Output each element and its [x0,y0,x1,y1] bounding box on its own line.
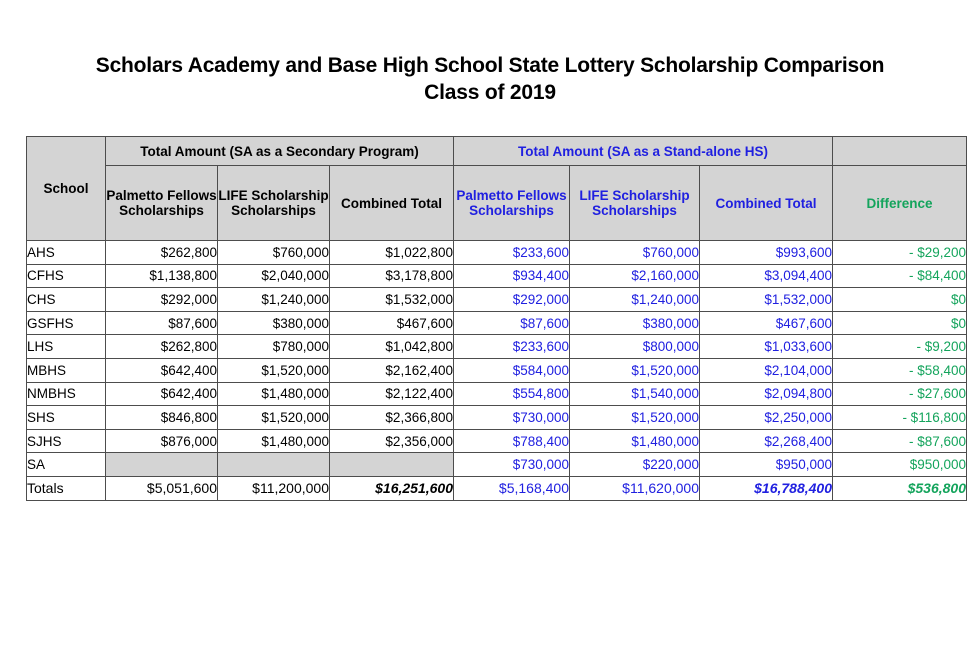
school-name-cell: CHS [27,288,106,312]
cell-sa-combined: $467,600 [700,311,833,335]
cell-sec-palmetto: $262,800 [106,335,218,359]
cell-sa-life: $1,240,000 [570,288,700,312]
cell-difference: - $116,800 [833,406,967,430]
cell-sa-palmetto: $233,600 [454,241,570,265]
cell-sa-combined: $16,788,400 [700,476,833,500]
table-row [27,311,967,335]
cell-difference: - $9,200 [833,335,967,359]
cell-sa-palmetto: $788,400 [454,429,570,453]
cell-sa-combined: $1,033,600 [700,335,833,359]
cell-sa-combined: $2,250,000 [700,406,833,430]
header-school: School [27,137,106,241]
cell-difference: $950,000 [833,453,967,477]
table-row [27,264,967,288]
cell-sec-palmetto: $87,600 [106,311,218,335]
cell-sec-palmetto: $1,138,800 [106,264,218,288]
cell-sec-life: $1,520,000 [218,406,330,430]
cell-sa-life: $2,160,000 [570,264,700,288]
cell-sa-palmetto: $934,400 [454,264,570,288]
table-header [27,137,967,241]
cell-sec-combined: $1,532,000 [330,288,454,312]
table-body [27,241,967,501]
cell-difference: - $87,600 [833,429,967,453]
cell-sa-palmetto: $584,000 [454,358,570,382]
cell-sec-combined: $467,600 [330,311,454,335]
school-name-cell: SJHS [27,429,106,453]
cell-sec-combined: $2,122,400 [330,382,454,406]
cell-sa-life: $1,520,000 [570,406,700,430]
cell-difference: $0 [833,311,967,335]
cell-sec-combined: $2,162,400 [330,358,454,382]
school-name-cell: SHS [27,406,106,430]
school-name-cell: SA [27,453,106,477]
school-name-cell: MBHS [27,358,106,382]
cell-difference: $0 [833,288,967,312]
cell-difference: - $58,400 [833,358,967,382]
cell-sa-palmetto: $233,600 [454,335,570,359]
header-row-subcolumns [27,166,967,241]
cell-sa-life: $1,480,000 [570,429,700,453]
cell-sec-palmetto: $642,400 [106,382,218,406]
cell-difference: $536,800 [833,476,967,500]
cell-sa-life: $380,000 [570,311,700,335]
cell-sa-combined: $993,600 [700,241,833,265]
cell-sec-combined: $2,356,000 [330,429,454,453]
cell-sa-combined: $1,532,000 [700,288,833,312]
cell-sa-life: $1,520,000 [570,358,700,382]
cell-sa-life: $800,000 [570,335,700,359]
cell-sa-palmetto: $87,600 [454,311,570,335]
school-name-cell: Totals [27,476,106,500]
cell-difference: - $27,600 [833,382,967,406]
cell-sec-life: $1,480,000 [218,429,330,453]
cell-sa-palmetto: $730,000 [454,406,570,430]
cell-sec-palmetto: $846,800 [106,406,218,430]
header-standalone-palmetto: Palmetto Fellows Scholarships [454,166,570,241]
table-row [27,288,967,312]
cell-sa-life: $11,620,000 [570,476,700,500]
cell-sec-palmetto: $292,000 [106,288,218,312]
header-row-groups [27,137,967,166]
school-name-cell: GSFHS [27,311,106,335]
table-row [27,406,967,430]
table-row [27,382,967,406]
cell-sa-combined: $2,268,400 [700,429,833,453]
cell-sec-life: $780,000 [218,335,330,359]
cell-sec-palmetto: $262,800 [106,241,218,265]
header-secondary-life: LIFE Scholarship Scholarships [218,166,330,241]
cell-sec-life: $1,240,000 [218,288,330,312]
title-line-1: Scholars Academy and Base High School State Lottery Scholarship Comparison [95,54,885,77]
cell-sec-combined [330,453,454,477]
cell-sa-palmetto: $5,168,400 [454,476,570,500]
scholarship-comparison-table [26,136,967,501]
cell-sa-life: $220,000 [570,453,700,477]
cell-sec-combined: $1,042,800 [330,335,454,359]
cell-sa-combined: $2,094,800 [700,382,833,406]
table-row [27,335,967,359]
cell-sec-palmetto: $876,000 [106,429,218,453]
table-row [27,453,967,477]
cell-sec-palmetto: $5,051,600 [106,476,218,500]
cell-sec-life: $2,040,000 [218,264,330,288]
school-name-cell: LHS [27,335,106,359]
header-secondary-palmetto: Palmetto Fellows Scholarships [106,166,218,241]
cell-sec-life [218,453,330,477]
cell-sec-palmetto [106,453,218,477]
cell-sec-combined: $1,022,800 [330,241,454,265]
cell-sec-life: $380,000 [218,311,330,335]
cell-difference: - $29,200 [833,241,967,265]
cell-sec-life: $760,000 [218,241,330,265]
school-name-cell: CFHS [27,264,106,288]
table-row [27,429,967,453]
header-standalone-combined: Combined Total [700,166,833,241]
header-difference: Difference [833,166,967,241]
cell-sa-combined: $950,000 [700,453,833,477]
table-row [27,358,967,382]
cell-sec-life: $11,200,000 [218,476,330,500]
cell-sec-combined: $3,178,800 [330,264,454,288]
cell-sec-combined: $16,251,600 [330,476,454,500]
header-group-spacer [833,137,967,166]
school-name-cell: AHS [27,241,106,265]
cell-sec-life: $1,520,000 [218,358,330,382]
cell-difference: - $84,400 [833,264,967,288]
cell-sa-combined: $3,094,400 [700,264,833,288]
school-name-cell: NMBHS [27,382,106,406]
table-row [27,241,967,265]
cell-sec-palmetto: $642,400 [106,358,218,382]
cell-sa-life: $760,000 [570,241,700,265]
cell-sec-life: $1,480,000 [218,382,330,406]
cell-sa-palmetto: $730,000 [454,453,570,477]
cell-sa-life: $1,540,000 [570,382,700,406]
cell-sa-palmetto: $292,000 [454,288,570,312]
header-secondary-combined: Combined Total [330,166,454,241]
comparison-table-container [26,136,967,501]
cell-sa-combined: $2,104,000 [700,358,833,382]
page-title [0,52,980,106]
header-group-secondary-program: Total Amount (SA as a Secondary Program) [106,137,454,166]
header-group-stand-alone: Total Amount (SA as a Stand-alone HS) [454,137,833,166]
cell-sec-combined: $2,366,800 [330,406,454,430]
cell-sa-palmetto: $554,800 [454,382,570,406]
header-standalone-life: LIFE Scholarship Scholarships [570,166,700,241]
totals-row [27,476,967,500]
title-line-2: Class of 2019 [424,81,556,104]
